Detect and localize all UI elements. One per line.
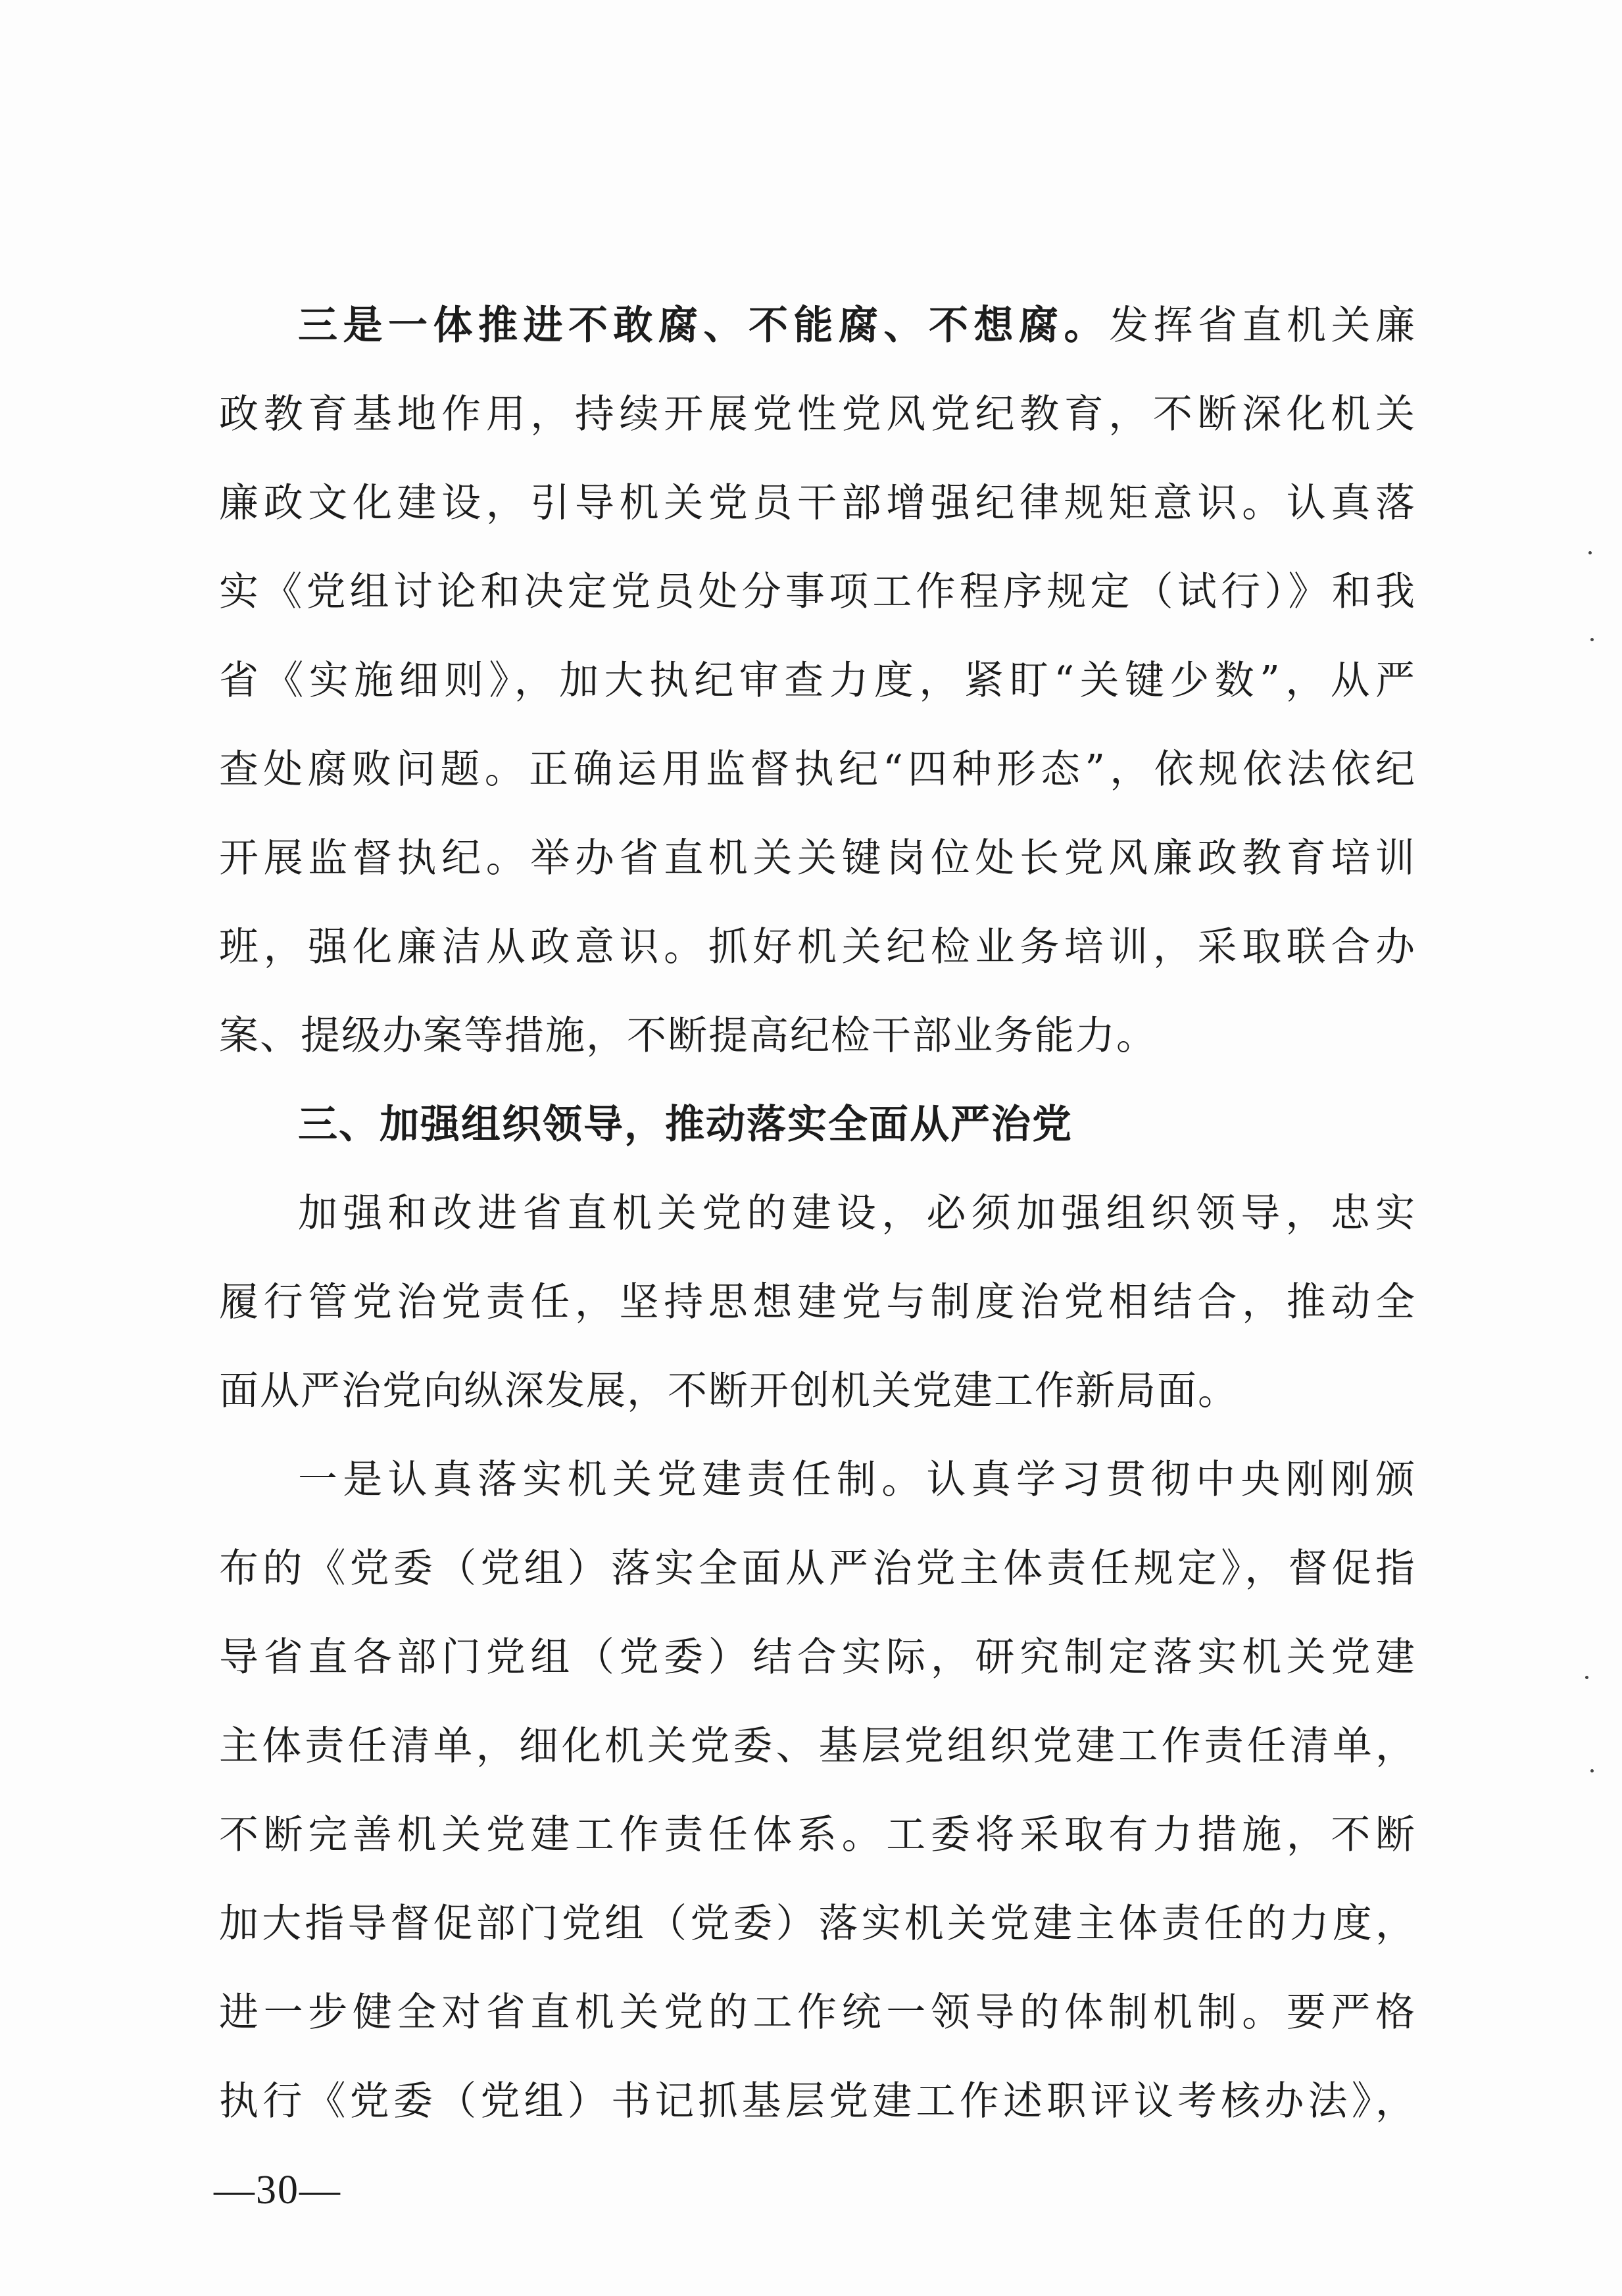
paragraph-1-line-5: 省《实施细则》，加大执纪审查力度，紧盯“关键少数”，从严 (219, 658, 1416, 704)
paragraph-1-line-1-rest: 发挥省直机关廉 (1109, 303, 1416, 349)
paragraph-1-line-2: 政教育基地作用，持续开展党性党风党纪教育，不断深化机关 (219, 391, 1416, 437)
paragraph-1-line-1 (298, 299, 1416, 352)
paragraph-2-line-3: 面从严治党向纵深发展，不断开创机关党建工作新局面。 (219, 1368, 1239, 1414)
paragraph-3-line-3: 导省直各部门党组（党委）结合实际，研究制定落实机关党建 (219, 1634, 1416, 1680)
paragraph-3-line-4: 主体责任清单，细化机关党委、基层党组织党建工作责任清单， (219, 1723, 1416, 1769)
paragraph-2-line-2: 履行管党治党责任，坚持思想建党与制度治党相结合，推动全 (219, 1279, 1416, 1325)
scan-speck (1588, 551, 1592, 554)
paragraph-3-line-8: 执行《党委（党组）书记抓基层党建工作述职评议考核办法》， (219, 2078, 1416, 2124)
paragraph-3-line-6: 加大指导督促部门党组（党委）落实机关党建主体责任的力度， (219, 1901, 1416, 1947)
scan-speck (1590, 638, 1594, 641)
paragraph-3-line-2: 布的《党委（党组）落实全面从严治党主体责任规定》，督促指 (219, 1546, 1416, 1592)
paragraph-1-line-4: 实《党组讨论和决定党员处分事项工作程序规定（试行）》和我 (219, 569, 1416, 615)
paragraph-3-line-1: 一是认真落实机关党建责任制。认真学习贯彻中央刚刚颁 (298, 1457, 1416, 1503)
scan-speck (1585, 1676, 1588, 1679)
paragraph-1-line-7: 开展监督执纪。举办省直机关关键岗位处长党风廉政教育培训 (219, 835, 1416, 881)
paragraph-1-line-8: 班，强化廉洁从政意识。抓好机关纪检业务培训，采取联合办 (219, 924, 1416, 970)
paragraph-1-line-9: 案、提级办案等措施，不断提高纪检干部业务能力。 (219, 1013, 1157, 1059)
paragraph-3-line-7: 进一步健全对省直机关党的工作统一领导的体制机制。要严格 (219, 1990, 1416, 2036)
page-number: —30— (214, 2168, 341, 2212)
paragraph-3-line-5: 不断完善机关党建工作责任体系。工委将采取有力措施，不断 (219, 1812, 1416, 1858)
paragraph-1-lead: 三是一体推进不敢腐、不能腐、不想腐。 (298, 303, 1109, 349)
paragraph-2-line-1: 加强和改进省直机关党的建设，必须加强组织领导，忠实 (298, 1190, 1416, 1236)
paragraph-1-line-3: 廉政文化建设，引导机关党员干部增强纪律规矩意识。认真落 (219, 480, 1416, 526)
section-heading: 三、加强组织领导，推动落实全面从严治党 (298, 1102, 1073, 1148)
scan-speck (1590, 1769, 1594, 1772)
paragraph-1-line-6: 查处腐败问题。正确运用监督执纪“四种形态”，依规依法依纪 (219, 746, 1416, 793)
